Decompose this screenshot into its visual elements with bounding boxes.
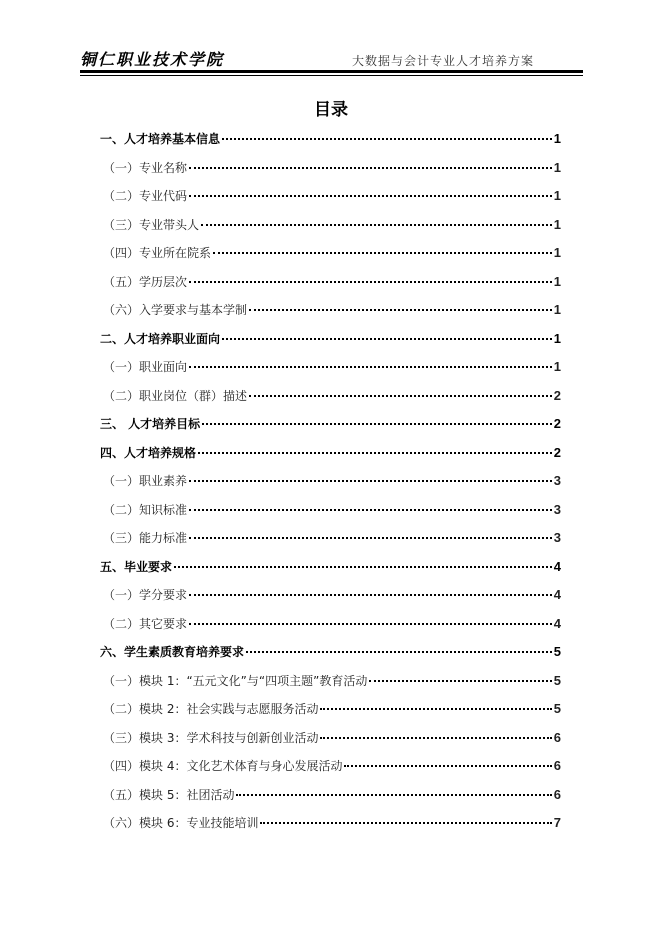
toc-entry-label: （四）模块 4：文化艺术体育与身心发展活动 xyxy=(103,759,343,773)
dot-leader xyxy=(189,366,552,368)
toc-entry[interactable] xyxy=(100,415,561,444)
toc-page-number: 1 xyxy=(553,273,561,289)
toc-entry[interactable] xyxy=(100,615,561,644)
toc-entry[interactable] xyxy=(100,757,561,786)
toc-entry[interactable] xyxy=(100,301,561,330)
toc-entry[interactable] xyxy=(100,672,561,701)
header-rule-thin xyxy=(80,75,583,76)
toc-entry-label: （六）入学要求与基本学制 xyxy=(103,303,248,317)
toc-entry-label: （二）模块 2：社会实践与志愿服务活动 xyxy=(103,702,319,716)
toc-entry[interactable] xyxy=(100,558,561,587)
toc-entry-label: （一）学分要求 xyxy=(103,588,188,602)
document-title-header: 大数据与会计专业人才培养方案 xyxy=(351,54,534,68)
toc-entry[interactable] xyxy=(100,700,561,729)
toc-entry[interactable] xyxy=(100,358,561,387)
toc-page-number: 1 xyxy=(553,245,561,260)
toc-entry-label: （二）知识标准 xyxy=(103,502,188,517)
toc-page-number: 2 xyxy=(553,444,561,460)
toc-entry-label: （三）模块 3：学术科技与创新创业活动 xyxy=(103,730,319,745)
dot-leader xyxy=(249,309,552,311)
toc-page-number: 5 xyxy=(553,644,561,659)
dot-leader xyxy=(222,138,552,140)
toc-page-number: 1 xyxy=(553,359,561,374)
toc-entry[interactable] xyxy=(100,529,561,558)
toc-entry[interactable] xyxy=(100,216,561,245)
toc-page-number: 1 xyxy=(553,330,561,346)
dot-leader xyxy=(189,509,552,511)
dot-leader xyxy=(320,708,551,710)
toc-page-number: 5 xyxy=(553,701,561,716)
toc-entry[interactable] xyxy=(100,643,561,672)
toc-entry[interactable] xyxy=(100,814,561,843)
toc-page-number: 5 xyxy=(553,672,561,688)
toc-entry-label: 三、 人才培养目标 xyxy=(100,417,201,431)
toc-page-number: 3 xyxy=(553,473,561,488)
dot-leader xyxy=(189,167,552,169)
toc-page-number: 1 xyxy=(553,159,561,175)
toc-entry-label: （三）能力标准 xyxy=(103,531,188,545)
dot-leader xyxy=(320,737,551,739)
dot-leader xyxy=(189,480,552,482)
toc-entry-label: 五、毕业要求 xyxy=(100,559,173,574)
toc-page-number: 2 xyxy=(553,387,561,403)
toc-entry[interactable] xyxy=(100,330,561,359)
toc-page-number: 7 xyxy=(553,815,561,830)
dot-leader xyxy=(189,594,552,596)
toc-entry-label: （一）职业面向 xyxy=(103,360,188,374)
toc-entry[interactable] xyxy=(100,586,561,615)
toc-entry-label: 六、学生素质教育培养要求 xyxy=(100,645,245,659)
toc-entry[interactable] xyxy=(100,729,561,758)
toc-entry-label: （二）专业代码 xyxy=(103,189,188,203)
school-name: 铜仁职业技术学院 xyxy=(80,50,225,69)
toc-page-number: 6 xyxy=(553,758,561,773)
toc-page-number: 6 xyxy=(553,786,561,802)
dot-leader xyxy=(201,224,552,226)
toc-entry-label: （五）模块 5：社团活动 xyxy=(103,787,235,802)
toc-page-number: 4 xyxy=(553,615,561,631)
toc-entry[interactable] xyxy=(100,244,561,273)
dot-leader xyxy=(213,252,552,254)
toc-entry[interactable] xyxy=(100,501,561,530)
dot-leader xyxy=(246,651,552,653)
toc-entry[interactable] xyxy=(100,786,561,815)
toc-entry[interactable] xyxy=(100,130,561,159)
dot-leader xyxy=(189,623,552,625)
header-rule-thick xyxy=(80,70,583,73)
toc-entry-label: 一、人才培养基本信息 xyxy=(100,132,221,146)
toc-page-number: 1 xyxy=(553,302,561,317)
dot-leader xyxy=(189,195,552,197)
dot-leader xyxy=(202,423,552,425)
toc-entry[interactable] xyxy=(100,273,561,302)
dot-leader xyxy=(189,281,552,283)
toc-entry[interactable] xyxy=(100,472,561,501)
toc-entry-label: 二、人才培养职业面向 xyxy=(100,331,221,346)
dot-leader xyxy=(222,338,552,340)
toc-page-number: 2 xyxy=(553,416,561,431)
dot-leader xyxy=(236,794,551,796)
toc-entry-label: （六）模块 6：专业技能培训 xyxy=(103,816,259,830)
toc-page-number: 3 xyxy=(553,530,561,545)
toc-entry-label: （二）职业岗位（群）描述 xyxy=(103,388,248,403)
toc-page-number: 1 xyxy=(553,131,561,146)
toc-entry-label: 四、人才培养规格 xyxy=(100,445,197,460)
dot-leader xyxy=(260,822,551,824)
dot-leader xyxy=(174,566,552,568)
toc-page-number: 6 xyxy=(553,729,561,745)
toc-page-number: 3 xyxy=(553,501,561,517)
toc-entry-label: （一）模块 1：“五元文化”与“四项主题”教育活动 xyxy=(103,673,368,688)
toc-page-number: 1 xyxy=(553,216,561,232)
toc-page-number: 1 xyxy=(553,188,561,203)
toc-page-number: 4 xyxy=(553,558,561,574)
toc-entry[interactable] xyxy=(100,159,561,188)
toc-entry-label: （四）专业所在院系 xyxy=(103,246,212,260)
dot-leader xyxy=(344,765,551,767)
toc-entry[interactable] xyxy=(100,187,561,216)
dot-leader xyxy=(189,537,552,539)
toc-entry-label: （二）其它要求 xyxy=(103,616,188,631)
toc-entry-label: （一）专业名称 xyxy=(103,160,188,175)
toc-entry-label: （三）专业带头人 xyxy=(103,217,200,232)
dot-leader xyxy=(249,395,552,397)
toc-entry-label: （五）学历层次 xyxy=(103,274,188,289)
toc-entry[interactable] xyxy=(100,387,561,416)
toc-page-number: 4 xyxy=(553,587,561,602)
toc-entry-label: （一）职业素养 xyxy=(103,474,188,488)
dot-leader xyxy=(198,452,552,454)
table-of-contents xyxy=(100,130,561,843)
dot-leader xyxy=(369,680,551,682)
page-title: 目录 xyxy=(314,100,348,120)
toc-entry[interactable] xyxy=(100,444,561,473)
